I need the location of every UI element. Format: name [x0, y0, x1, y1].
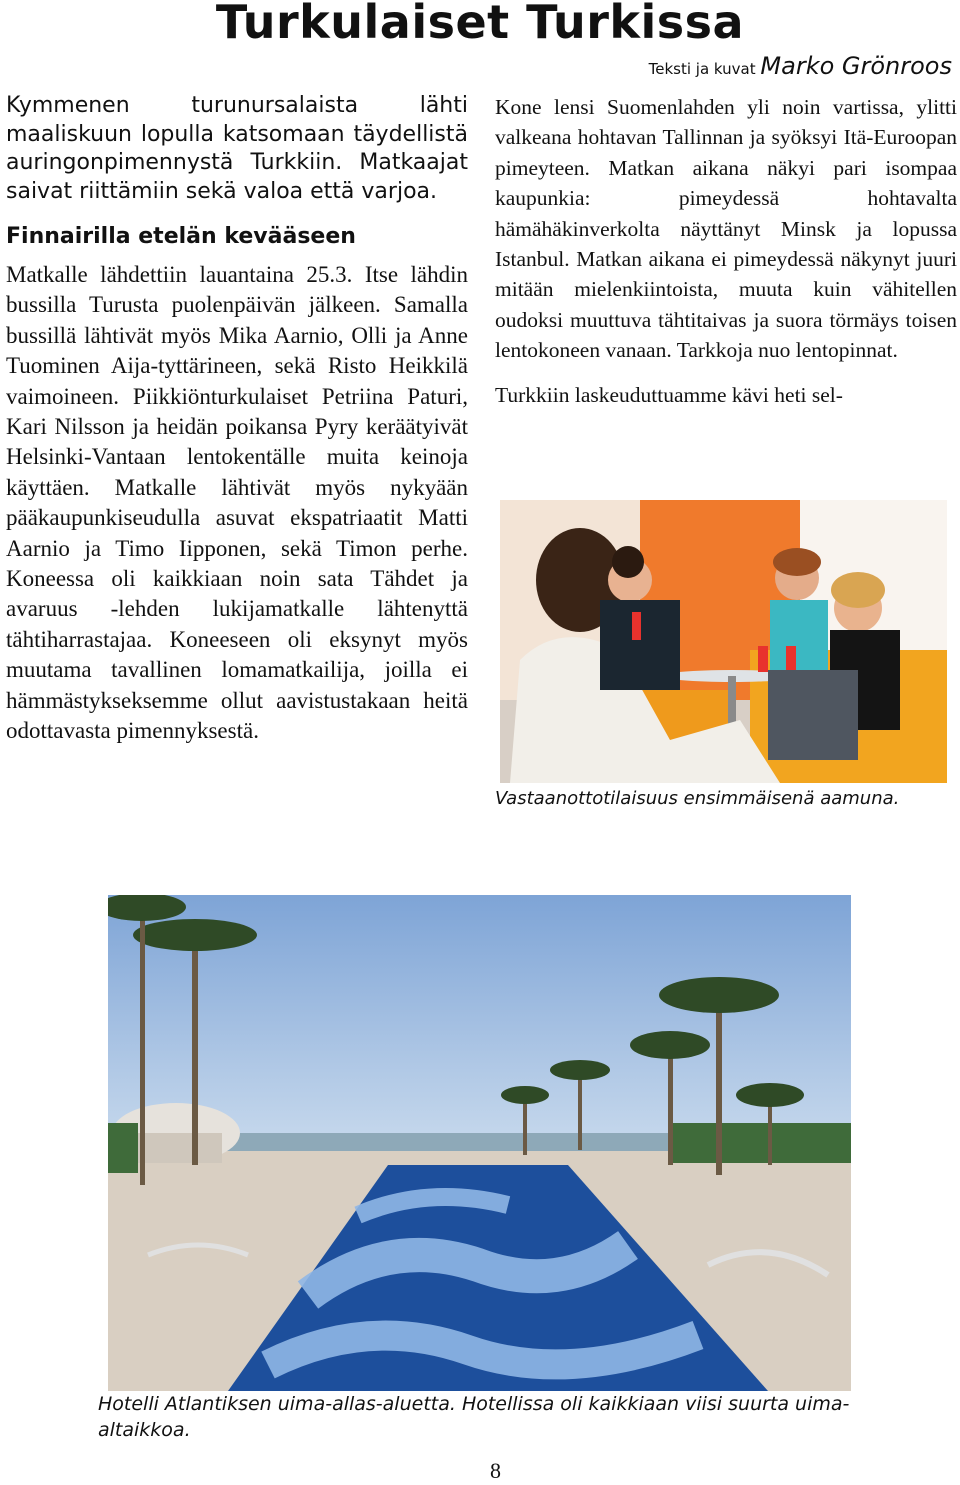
article-title: Turkulaiset Turkissa [215, 0, 745, 49]
byline-prefix: Teksti ja kuvat [648, 60, 756, 78]
body-paragraph-2: Kone lensi Suomenlahden yli noin vartissa, ylitti valkeana hohtavan Tallinnan ja syöksyi Itä-Euroopan pimeyteen. Matkan aikana näkyi pari isompaa kaupunkia: pimeydessä hohtavalta hämähäkinverkolta näyttänyt Minsk ja lopussa Istanbul. Matkan aikana ei pimeydessä näkynyt juuri mitään mielenkiintoista, muuta kuin vähitellen oudoksi muuttuva tähtitaivas ja suora törmäys toisen lentokoneen vanaan. Tarkkoja nuo lentopinnat. [495, 95, 957, 363]
subheading: Finnairilla etelän kevääseen [6, 224, 356, 249]
right-column [495, 92, 957, 410]
reception-photo-caption: Vastaanottotilaisuus ensimmäisenä aamuna. [495, 788, 900, 809]
page-number: 8 [490, 1458, 501, 1483]
reception-photo [500, 500, 947, 783]
left-column [6, 92, 468, 747]
body-paragraph-1: Matkalle lähdettiin lauantaina 25.3. Itse lähdin bussilla Turusta puolenpäivän jälkeen. Samalla bussillä lähtivät myös Mika Aarnio, Olli ja Anne Tuominen Aija-tyttärineen, sekä Risto Heikkilä vaimoineen. Piikkiönturkulaiset Petriina Paturi, Kari Nilsson ja heidän poikansa Pyry keräätyivät Helsinki-Vantaan lentokentälle muita keinoja käyttäen. Matkalle lähtivät myös nykyään pääkaupunkiseudulla asuvat ekspatriaatit Matti Aarnio ja Timo Iipponen, sekä Timon perhe. Koneessa oli kaikkiaan noin sata Tähdet ja avaruus -lehden lukijamatkalle lähtenyttä tähtiharrastajaa. Koneeseen oli eksynyt myös muutama tavallinen lomamatkailija, joilla ei hämmästykseksemme ollut aavistustakaan heitä odottavasta pimennyksestä. [6, 262, 468, 744]
lead-paragraph: Kymmenen turunursalaista lähti maaliskuun lopulla katsomaan täydellistä auringonpimennystä Turkkiin. Matkaajat saivat riittämiin sekä valoa että varjoa. [6, 93, 468, 204]
byline [649, 52, 952, 80]
pool-photo-caption: Hotelli Atlantiksen uima-allas-aluetta. Hotellissa oli kaikkiaan viisi suurta uima-altaikkoa. [98, 1393, 850, 1441]
author-name: Marko Grönroos [760, 52, 952, 80]
pool-photo [108, 895, 851, 1391]
body-paragraph-3: Turkkiin laskeuduttuamme kävi heti sel- [495, 382, 843, 407]
